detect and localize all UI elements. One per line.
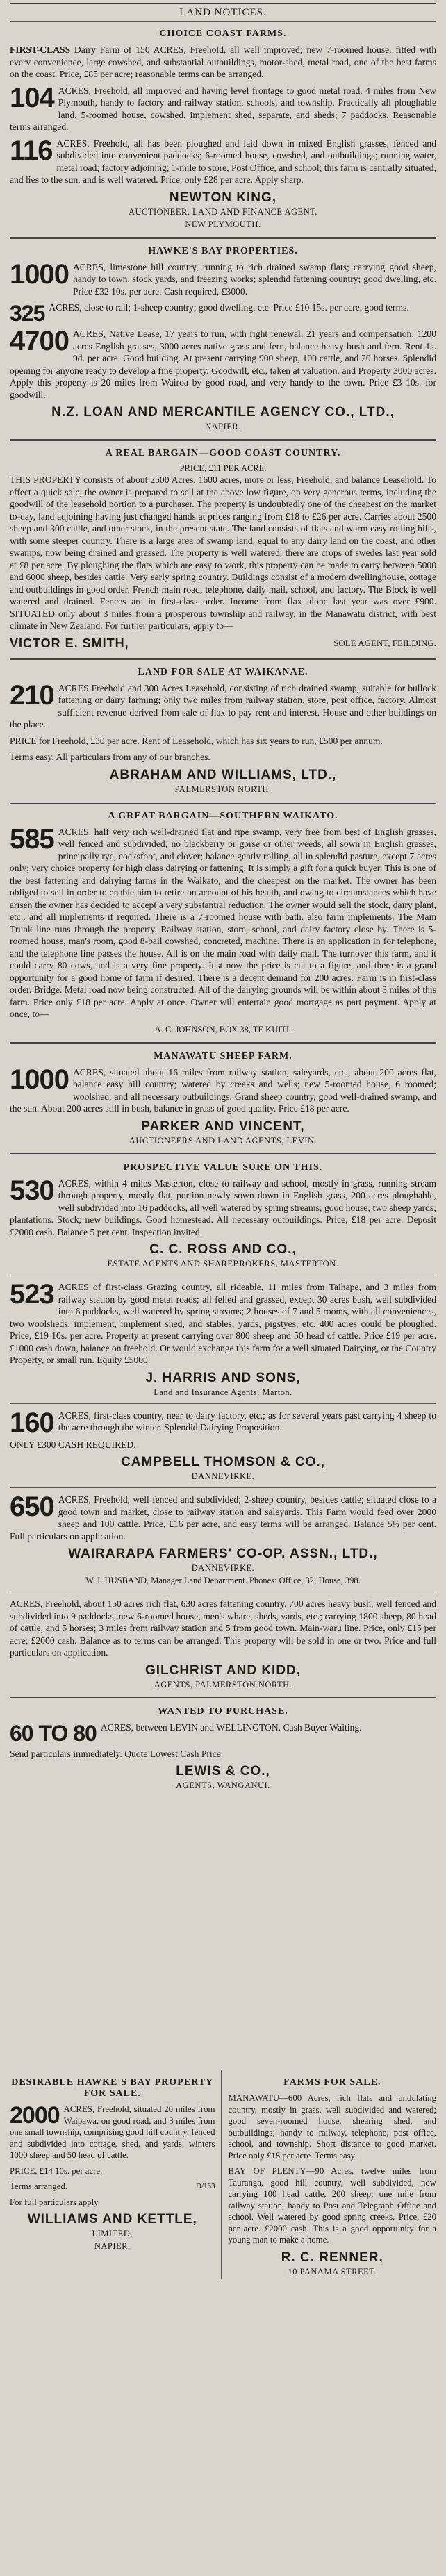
section-divider <box>10 1487 436 1488</box>
ad-text: ACRES, between LEVIN and WELLINGTON. Cash Buyer Waiting. <box>100 1722 362 1733</box>
acre-number: 1000 <box>10 258 69 290</box>
agent-row <box>10 636 436 651</box>
ad-530-acres <box>10 1175 436 1239</box>
agent-name: C. C. ROSS AND CO., <box>149 1242 297 1257</box>
agent-place: DANNEVIRKE. <box>191 1563 255 1573</box>
agent-line: W. I. HUSBAND, Manager Land Department. Phones: Office, 32; House, 398. <box>85 1576 361 1585</box>
section-title-choice-coast: CHOICE COAST FARMS. <box>159 28 287 39</box>
section-divider <box>10 1403 436 1404</box>
agent-name: ABRAHAM AND WILLIAMS, LTD., <box>109 767 337 782</box>
agent-address: 10 PANAMA STREET. <box>288 2266 377 2277</box>
ad-bay-of-plenty: BAY OF PLENTY—90 Acres, twelve miles from Tauranga, good hill country, well subdivided, now carrying 100 head cattle, 200 sheep; one mile from railway station, handy to Post and Telegraph Office and school. Well watered by good spring creeks. Price, £20 per acre. £2000 cash. This is a good opportunity for a young man to make a home. <box>228 2166 436 2245</box>
ad-1000-acres <box>10 258 436 298</box>
ad-1000-acres-manawatu <box>10 1066 436 1115</box>
agent-name: N.Z. LOAN AND MERCANTILE AGENCY CO., LTD., <box>51 405 395 420</box>
acre-number: 4700 <box>10 326 69 356</box>
ad-text: ACRES, close to rail; 1-sheep country; good dwelling, etc. Price £10 15s. per acre, good terms. <box>49 302 409 313</box>
ad-text: ACRES, first-class country, near to dairy factory, etc.; as for several years past carrying 4 sheep to the acre through the winter. Splendid Dairying Proposition. <box>58 1410 436 1433</box>
section-title-bargain: A REAL BARGAIN—GOOD COAST COUNTRY. <box>105 448 341 459</box>
ad-325-acres <box>10 302 436 324</box>
agent-subtitle: AUCTIONEER, LAND AND FINANCE AGENT, <box>128 206 318 217</box>
acre-number: 650 <box>10 1492 54 1522</box>
ad-reference: D/163 <box>196 2182 215 2190</box>
ad-cash-required: ONLY £300 CASH REQUIRED. <box>10 1439 136 1450</box>
main-column <box>10 3 436 1793</box>
ad-lead-word: FIRST-CLASS <box>10 44 71 55</box>
agent-subtitle: ESTATE AGENTS AND SHAREBROKERS, MASTERTON. <box>107 1259 339 1269</box>
agent-name: PARKER AND VINCENT, <box>141 1118 305 1134</box>
ad-text: ACRES, Native Lease, 17 years to run, with right renewal, 21 years and compensation; 1200 acres English grasses, 3000 acres native grass and fern, balance heavy bush and fern. Rent 1s. 9d. per acre. Good building. At present carrying 900 sheep, 100 cattle, and 20 horses. Splendid opening for anyone ready to develop a fine property. Goodwill, etc., taken at valuation, and Property 3000 acres. Apply this property is 20 miles from Wairoa by good road, and very handy to the town. Price £3 10s. for goodwill. <box>10 329 436 400</box>
agent-place: NAPIER. <box>94 2241 131 2251</box>
ad-price: PRICE, £14 10s. per acre. <box>10 2165 103 2176</box>
acre-number: 530 <box>10 1175 54 1206</box>
ad-text: Dairy Farm of 150 ACRES, Freehold, all well improved; new 7-roomed house, fitted with every convenience, large cowshed, and substantial outbuildings, motor-shed, metal road, one of the best farms on the coast. Price, £85 per acre; reasonable terms can be arranged. <box>10 44 436 79</box>
ad-text: ACRES, Freehold, situated 20 miles from Waipawa, on good road, and 3 miles from one small township, comprising good hill country, fenced and subdivided into cottage, shed, and yards, winters 1000 sheep and 50 head of cattle. <box>10 2104 215 2160</box>
ad-price: PRICE for Freehold, £30 per acre. Rent of Leasehold, which has six years to run, £500 per annum. <box>10 735 383 746</box>
section-title-manawatu: MANAWATU SHEEP FARM. <box>154 1050 292 1062</box>
bargain-price: PRICE, £11 PER ACRE. <box>179 463 267 473</box>
agent-place: PALMERSTON NORTH. <box>174 784 272 794</box>
agent-line: A. C. JOHNSON, BOX 38, TE KUITI. <box>154 1024 292 1034</box>
ad-160-acres <box>10 1407 436 1438</box>
ad-4700-acres <box>10 328 436 401</box>
acre-number: 116 <box>10 135 53 166</box>
ad-dairy-farm <box>10 44 436 81</box>
ad-2000-acres <box>10 2104 215 2161</box>
bottom-columns <box>10 2070 436 2279</box>
ad-text: ACRES of first-class Grazing country, all rideable, 11 miles from Taihape, and 3 miles from railway station by good metal roads; all felled and grassed, except 30 acres bush, well subdivided into 6 paddocks, well watered by spring streams; 2 houses of 7 and 5 rooms, with all conveniences, two woolsheds, implement, implement shed, and stables, yards, pigstyes, etc. 400 acres could be ploughed. Price, £19 10s. per acre. Property at present carrying over 800 sheep and 50 head of cattle. Price £19 per acre. £1000 cash down, balance on freehold. Or would exchange this farm for a well situated Dairying, or the Country Property, or small run. Equity £5000. <box>10 1282 436 1365</box>
bottom-right-column <box>229 2070 437 2279</box>
agent-name: J. HARRIS AND SONS, <box>145 1370 301 1385</box>
acre-number: 104 <box>10 82 54 113</box>
agent-place: NAPIER. <box>205 422 241 431</box>
ad-terms-line <box>10 2181 215 2193</box>
ad-650-acres <box>10 1494 436 1542</box>
section-divider <box>10 439 436 441</box>
agent-name: WAIRARAPA FARMERS' CO-OP. ASSN., LTD., <box>68 1546 378 1561</box>
section-divider <box>10 658 436 660</box>
ad-104-acres <box>10 82 436 133</box>
ad-text: ACRES, Freehold, all improved and having level frontage to good metal road, 4 miles from New Plymouth, handy to factory and railway station, schools, and township. Practically all ploughable land, 5-roomed house, cowshed, implement shed, separate, and sheds; 7 paddocks. Reasonable terms arranged. <box>10 85 436 132</box>
section-divider <box>10 237 436 239</box>
ad-manawatu-600: MANAWATU—600 Acres, rich flats and undulating country, mostly in grass, well subdivided and watered; good seven-roomed house, shearing shed, and outbuildings; handy to railway, telephone, post office, school, and township. Short distance to good market. Price only £18 per acre. Terms easy. <box>228 2093 436 2161</box>
agent-subtitle: SOLE AGENT, FEILDING. <box>333 638 436 648</box>
section-title-farms-for-sale: FARMS FOR SALE. <box>283 2077 381 2088</box>
agent-subtitle: AUCTIONEERS AND LAND AGENTS, LEVIN. <box>129 1135 317 1146</box>
ad-text: ACRES Freehold and 300 Acres Leasehold, consisting of rich drained swamp, suitable for bullock fattening or dairy farming; only two miles from railway station, store, post office, factory. Almost sufficient revenue derived from sale of flax to pay rent and interest. House and other buildings on the place. <box>10 682 436 729</box>
section-title-waikanae: LAND FOR SALE AT WAIKANAE. <box>138 666 308 677</box>
ad-523-acres <box>10 1281 436 1367</box>
agent-subtitle: Land and Insurance Agents, Marton. <box>154 1387 292 1397</box>
section-divider <box>10 1042 436 1044</box>
agent-name: NEWTON KING, <box>169 190 277 205</box>
acre-number: 325 <box>10 301 45 326</box>
ad-terms: Terms arranged. <box>10 2181 67 2191</box>
agent-subtitle: AGENTS, WANGANUI. <box>176 1781 270 1790</box>
ad-wanted <box>10 1722 436 1744</box>
bottom-left-column <box>10 2070 222 2279</box>
agent-subtitle: AGENTS, PALMERSTON NORTH. <box>154 1679 292 1690</box>
ad-585-acres <box>10 823 436 1021</box>
ad-bargain-text: THIS PROPERTY consists of about 2500 Acres, 1600 acres, more or less, Freehold, and balance Leasehold. To effect a quick sale, the owner is prepared to sell at the above low figure, on very generous terms, including the goodwill of the leasehold portion to a purchaser. The property is undoubtedly one of the cheapest on the market to-day, land adjoining having just changed hands at prices ranging from £18 to £26 per acre. Carries about 2500 sheep and 300 cattle, and other stock, in the present state. The land consists of flats and warm easy rolling hills, with some steeper country. There is a large area of swamp land, equal to any dairy land on the coast, and other swamps, now being drained and grassed. The property is well watered; there are crops of swedes last year sold at £8 per acre. By ploughing the flats which are easy to work, this property can be made to carry between 5000 and 6000 sheep, besides cattle. Very early spring country. Buildings consist of a modern dwellinghouse, cottage and outbuildings in good order. French main road, telephone, daily mail, school, and factory. The Block is well watered and drained. Fences are in first-class order. Income from flax alone last year was over £900. SITUATED only about 3 miles from a prosperous township and railway, in the Manawatu district, with best climate in New Zealand. For further particulars, apply to— <box>10 474 436 631</box>
acre-number: 160 <box>10 1407 54 1438</box>
agent-name: VICTOR E. SMITH, <box>10 636 129 650</box>
agent-name: R. C. RENNER, <box>281 2249 383 2265</box>
page-banner: LAND NOTICES. <box>10 3 436 22</box>
agent-name: GILCHRIST AND KIDD, <box>144 1662 302 1678</box>
ad-text: ACRES, Freehold, all has been ploughed and laid down in mixed English grasses, fenced and subdivided into convenient paddocks; 6-roomed house, cowshed, and outbuildings; running water, metal road; factory adjoining; 1-mile to store, Post Office, and school; this farm is centrally situated, and lies to the sun, and is well watered. Price, only £28 per acre. Apply sharp. <box>10 138 436 185</box>
section-title-desirable: DESIRABLE HAWKE'S BAY PROPERTY FOR SALE. <box>11 2077 214 2099</box>
agent-name: LEWIS & CO., <box>176 1764 270 1778</box>
section-divider <box>10 802 436 804</box>
acre-number: 1000 <box>10 1064 69 1095</box>
ad-terms: Terms easy. All particulars from any of our branches. <box>10 752 210 762</box>
ad-palmerston-acres: ACRES, Freehold, about 150 acres rich flat, 630 acres fattening country, 700 acres heavy bush, well fenced and subdivided into 9 paddocks, new 6-roomed house, men's whare, sheds, yards, etc.; carrying 1800 sheep, 80 head of cattle, and 5 horses; 3 miles from railway station and 5 from good town. Main-waru line. Price, only £15 per acre; £2000 cash. Balance as to terms can be arranged. This property will be sold in one or two. Price and full particulars on application. <box>10 1599 436 1658</box>
acre-number: 585 <box>10 823 54 854</box>
acre-number: 523 <box>10 1279 54 1310</box>
agent-place: NEW PLYMOUTH. <box>185 219 261 229</box>
agent-subtitle: LIMITED, <box>92 2229 133 2238</box>
agent-name: CAMPBELL THOMSON & CO., <box>121 1455 325 1469</box>
ad-text: ACRES, within 4 miles Masterton, close to railway and school, mostly in grass, running stream through property, mostly flat, portion newly sown down in English grass, 200 acres ploughable, well subdivided into 16 paddocks, all well watered by spring streams; good house; two sheep yards; plantations. Stock; new buildings. Good homestead. All necessary outbuildings. Price, £18 per acre. Deposit £2000 cash. Balance 5 per cent. Inspection invited. <box>10 1178 436 1237</box>
agent-place: DANNEVIRKE. <box>191 1471 255 1481</box>
acre-number: 2000 <box>10 2102 60 2129</box>
ad-text: ACRES, Freehold, well fenced and subdivided; 2-sheep country, besides cattle; situated close to a good town and market, close to railway station and saleyards. This Farm would feed over 2000 sheep and 100 cattle. Price, £16 per acre, and easy terms will be arranged. Balance 5½ per cent. Full particulars on application. <box>10 1494 436 1542</box>
section-divider <box>10 1697 436 1699</box>
ad-text: ACRES, limestone hill country, running to rich drained swamp flats; carrying good sheep, handy to town, stock yards, and freezing works; splendid fattening country; good dwelling, etc. Price £32 10s. per acre. Cash required, £3000. <box>72 261 436 297</box>
section-title-wanted: WANTED TO PURCHASE. <box>158 1706 288 1717</box>
ad-send-particulars: Send particulars immediately. Quote Lowest Cash Price. <box>10 1748 224 1759</box>
ad-particulars: For full particulars apply <box>10 2197 99 2207</box>
ad-text: ACRES, half very rich well-drained flat and ripe swamp, very free from best of English grasses, well fenced and subdivided; no blackberry or gorse or other weeds; all sown in English grasses, principally rye, cocksfoot, and clover; balance gently rolling, all in splendid pasture, except 7 acres only; very choice property for high class dairying or fattening. It is simply a gift for a quick buyer. This is one of the best fattening and dairying farms in the Waikato, and the cheapest on the market. The owner has been obliged to sell in order to enable him to retire on account of his health, and owing to circumstances which have arisen the owner has decided to accept a very substantial reduction. The owner would sell the stock, dairy plant, etc., and all implements if required. There is a 7-roomed house with bath, also farm implements. The Main Trunk line runs through the property. Railway station, store, school, and dairy factory close by. There is 5-roomed house, man's room, good 8-bail cowshed, concreted, machine. There is an application in for telephone, and the telephone line passes the house. All is on the main road with daily mail. The turnover this farm, and it could carry 80 cows, and is a very fine property. Just now the price is cut to a figure, and there is a grand opportunity for a good home of farm if desired. There is a decent demand for 200 acres. Farm is in first-class order. Bridge. Metal road now being constructed. All of the dairying grounds will be within about 3 miles of this farm. Price only £18 per acre. Apply at once. Owner will entertain good mortgage as part payment. Apply at once, to— <box>10 826 436 1019</box>
section-title-waikato: A GREAT BARGAIN—SOUTHERN WAIKATO. <box>108 810 338 821</box>
section-title-prospective: PROSPECTIVE VALUE SURE ON THIS. <box>123 1162 323 1173</box>
acre-number: 60 TO 80 <box>10 1720 97 1746</box>
acre-number: 210 <box>10 679 54 711</box>
section-title-hawkes-bay: HAWKE'S BAY PROPERTIES. <box>148 245 298 256</box>
ad-text: ACRES, situated about 16 miles from railway station, saleyards, etc., about 200 acres flat, balance easy hill country; watered by creeks and wells; new 5-roomed house, 6 roomed; woolshed, and all necessary outbuildings. Grand sheep country, good well-drained swamp, and the sun. About 200 acres still in bush, balance in grass of good quality. Price £18 per acre. <box>10 1066 436 1114</box>
ad-210-acres <box>10 679 436 731</box>
agent-name: WILLIAMS AND KETTLE, <box>27 2212 197 2227</box>
section-divider <box>10 1153 436 1155</box>
ad-116-acres <box>10 135 436 186</box>
